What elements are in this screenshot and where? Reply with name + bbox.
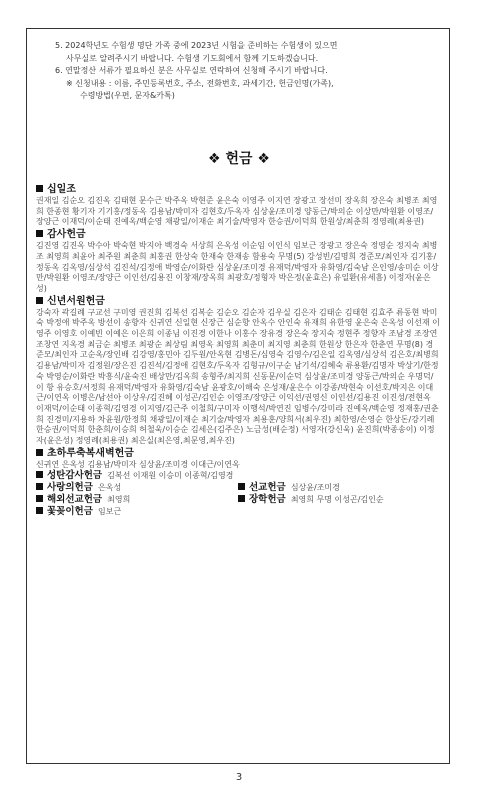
square-bullet-icon <box>36 297 43 304</box>
donor-names: 은옥성 <box>97 483 122 493</box>
donor-names: 김복선 이재원 이승미 이종혁/김영경 <box>107 471 234 481</box>
inline-cell: 선교헌금 심상윤/조미경 <box>238 482 440 494</box>
square-bullet-icon <box>36 185 43 192</box>
donor-names: 최영희 <box>107 495 131 505</box>
square-bullet-icon <box>36 483 43 490</box>
page-number: 3 <box>235 772 243 783</box>
notice-note-1: ※ 신청내용 : 이름, 주민등록번호, 주소, 전화번호, 과세기간, 헌금인명(가족), <box>66 78 334 88</box>
inline-row-flower <box>36 506 440 518</box>
square-bullet-icon <box>36 471 43 478</box>
inline-cell: 사랑의헌금 은옥성 <box>36 482 238 494</box>
section-newyear <box>36 296 440 447</box>
inline-row-overseas-scholarship <box>36 494 440 506</box>
section-header: 신년서원헌금 <box>36 296 440 308</box>
square-bullet-icon <box>36 449 43 456</box>
section-tithe <box>36 184 440 228</box>
square-bullet-icon <box>36 495 43 502</box>
section-header: 초하루축복새벽헌금 <box>36 448 440 460</box>
page-title: ❖ 헌금 ❖ <box>208 151 270 167</box>
square-bullet-icon <box>36 507 43 514</box>
inline-cell: 꽃꽂이헌금 임보근 <box>36 506 440 518</box>
section-header: 감사헌금 <box>36 229 440 241</box>
section-thanks <box>36 229 440 295</box>
inline-row-christmas <box>36 470 440 482</box>
notice-note-2: 수령방법(우편, 문자&카톡) <box>80 91 175 101</box>
donor-names: 최영희 무명 이성곤/김인순 <box>290 495 384 505</box>
inline-cell: 장학헌금 최영희 무명 이성곤/김인순 <box>238 494 440 506</box>
donor-names: 김진영 김진옥 박수아 박숙현 박지아 백경숙 서상희 은옥성 이순임 이인식 임보근 장광고 장은숙 정영순 정지숙 최병조 최영희 최윤아 최주원 최춘희 최홍권 한상숙 한재숙 한재송 함용숙 무명(5) 강성빈/김명희 경준모/최인자 김기홍/정동옥 김옥영/심상석 김진석/김정애 박영순/이화란 심상윤/조미경 유재덕/박영자 유화영/김숙남 은인영/송미순 이상만/박원환 이영조/장양근 이인선/김용진 이창재/장옥희 최광호/정형자 박은정(윤효은) 유일환(유세흠) 이정자(윤은성) <box>36 241 439 293</box>
square-bullet-icon <box>238 483 245 490</box>
inline-row-love-mission <box>36 482 440 494</box>
notice-block <box>44 40 444 103</box>
donor-names: 임보근 <box>97 507 122 517</box>
inline-cell: 성탄감사헌금 김복선 이재원 이승미 이종혁/김영경 <box>36 470 440 482</box>
square-bullet-icon <box>36 230 43 237</box>
notice-5b: 사무실로 알려주시기 바랍니다. 수험생 기도회에서 함께 기도하겠습니다. <box>66 53 319 63</box>
donor-names: 강숙자 곽길례 구교선 구미영 권진희 김복선 김복순 김순오 김순자 김우실 김은자 김태순 김태현 김효주 류동현 박미숙 박정애 박주옥 방선이 송향자 신귀연 신일현 신장근 심순향 안옥수 안인숙 유재희 유한영 윤은숙 은옥성 이선재 이영주 이영호 이예빈 이예은 이은희 이종님 이진경 이한나 이홍수 장유경 장은숙 장지숙 정현주 정향자 조남경 조장연 조창연 지옥경 최금순 최병조 최광순 최상림 최영옥 최영희 최춘미 최지영 최춘희 한원상 한은자 한춘연 무명(8) 경준모/최인자 고순옥/장인배 김강영/홍민아 김두원/안옥현 김병돈/심영숙 김영수/김은일 김옥영/심상석 김은호/최병희 김용남/박미자 김정원/장은진 김진석/김정애 김현호/두옥자 김형규/이구순 남기석/김혜숙 류용환/김명자 박상기/한정숙 박영순/이화란 박흥식/윤숙진 배상만/김옥희 송형주/최지희 신동문/이순덕 심상윤/조미경 양동근/박의순 우명덕/이 항 유승호/서정희 유재덕/박영자 유화영/김숙남 윤광호/이해숙 은성재/윤은수 이강종/박현숙 이선호/박지은 이대근/이연옥 이병은/남선아 이상우/김진혜 이성곤/김인순 이영조/장양근 이익선/권영신 이인선/김용진 이진성/전현옥 이재덕/이순태 이종혁/김영경 이지영/김근주 이철희/구미자 이행석/박연진 임병수/강미라 진예옥/백순영 정재홍/권춘희 진경미/지용하 차윤원/한정희 채광일/이재순 최기술/박영자 최용훈/양희서(최우진) 최한영/손영순 한상돈/강기례 한승권/이덕희 한춘희/이승희 허철욱/이승순 김세은(김주은) 노금성(배순정) 서영자(강신욱) 윤진희(박종송이) 이정자(윤은성) 정영례(최용권) 최은실(최은영,최문영,최우진) <box>36 307 440 446</box>
square-bullet-icon <box>238 495 245 502</box>
notice-5a: 5. 2024학년도 수험생 명단 가족 중에 2023년 시험을 준비하는 수험생이 있으면 <box>55 41 338 50</box>
offering-list <box>36 183 440 518</box>
donor-names: 심상윤/조미경 <box>290 483 340 493</box>
donor-names: 신귀연 은옥성 김용남/박미자 심상윤/조미경 이대근/이연옥 <box>36 459 240 469</box>
inline-cell: 해외선교헌금 최영희 <box>36 494 238 506</box>
section-dawn <box>36 448 440 471</box>
donor-names: 권재일 김순오 김진옥 김태현 문수근 박주옥 박현준 윤은숙 이영주 이지연 장광고 장선미 장옥희 장은숙 최병조 최영희 한종현 황기자 기기홍/정동옥 김용남/박미자 김현호/두옥자 심상윤/조미경 양동근/박의순 이상만/박원환 이영조/장양근 이재덕/이순태 진예옥/백순영 채광일/이재순 최기술/박영자 한승권/이덕희 한원상/최춘희 정영례(최용권) <box>36 196 438 227</box>
section-header: 십일조 <box>36 184 440 196</box>
notice-6: 6. 연말정산 서류가 필요하신 분은 사무실로 연락하여 신청해 주시기 바랍니다. <box>55 66 328 76</box>
